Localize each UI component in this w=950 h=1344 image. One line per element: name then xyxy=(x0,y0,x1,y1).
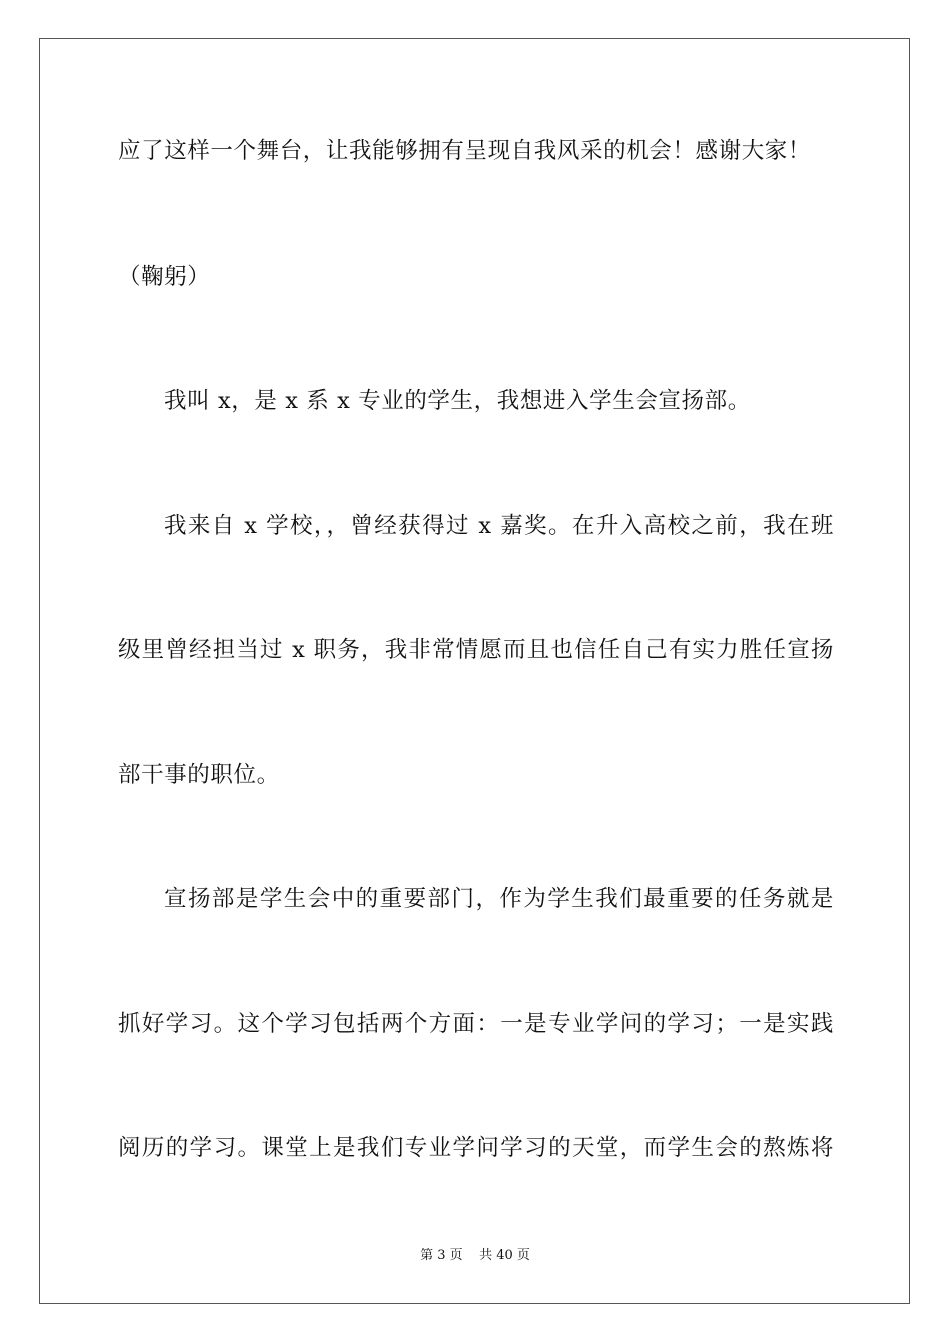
body-line-2: （鞠躬） xyxy=(118,264,211,290)
page-number-footer: 第 3 页 共 40 页 xyxy=(420,1248,530,1263)
body-line-1: 应了这样一个舞台，让我能够拥有呈现自我风采的机会！感谢大家！ xyxy=(118,138,812,164)
body-line-9: 阅历的学习。课堂上是我们专业学问学习的天堂，而学生会的熬炼将 xyxy=(118,1135,834,1161)
body-line-8: 抓好学习。这个学习包括两个方面：一是专业学问的学习；一是实践 xyxy=(118,1011,834,1037)
body-line-6: 部干事的职位。 xyxy=(118,762,280,788)
body-line-7: 宣扬部是学生会中的重要部门，作为学生我们最重要的任务就是 xyxy=(164,886,834,912)
body-line-3: 我叫 x，是 x 系 x 专业的学生，我想进入学生会宣扬部。 xyxy=(164,388,751,414)
page-border xyxy=(39,38,910,1304)
body-line-5: 级里曾经担当过 x 职务，我非常情愿而且也信任自己有实力胜任宣扬 xyxy=(118,637,834,663)
body-line-4: 我来自 x 学校，，曾经获得过 x 嘉奖。在升入高校之前，我在班 xyxy=(164,513,834,539)
